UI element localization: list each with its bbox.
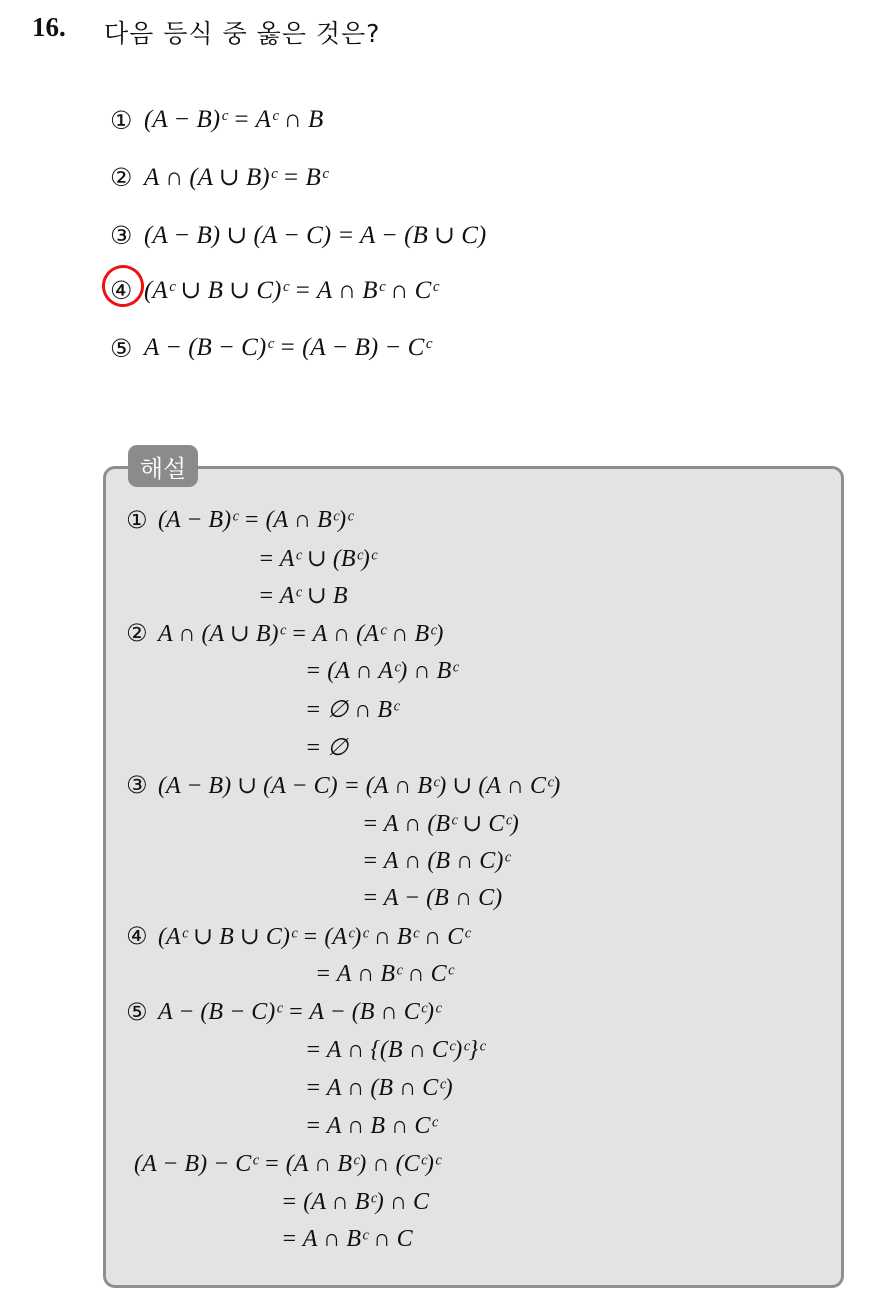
solution-line <box>281 1185 429 1219</box>
solution-expression: = A − (B ∩ C) <box>362 884 503 911</box>
solution-expression: (A − B)ᶜ = (A ∩ Bᶜ)ᶜ <box>158 506 353 533</box>
solution-expression: (A − B) − Cᶜ = (A ∩ Bᶜ) ∩ (Cᶜ)ᶜ <box>134 1150 441 1177</box>
solution-expression: = A ∩ (B ∩ C)ᶜ <box>362 847 510 874</box>
solution-expression: = A ∩ (B ∩ Cᶜ) <box>305 1074 453 1101</box>
choice-4[interactable] <box>110 274 438 306</box>
solution-number: ① <box>126 506 148 534</box>
solution-line <box>126 616 443 650</box>
solution-line <box>362 844 510 878</box>
solution-expression: (A − B) ∪ (A − C) = (A ∩ Bᶜ) ∪ (A ∩ Cᶜ) <box>158 772 561 799</box>
choice-3[interactable] <box>110 219 486 251</box>
choice-expression: (A − B)ᶜ = Aᶜ ∩ B <box>144 106 324 133</box>
choice-2[interactable] <box>110 161 327 193</box>
solution-line <box>258 541 376 575</box>
solution-line <box>362 806 519 840</box>
solution-expression: = (A ∩ Bᶜ) ∩ C <box>281 1188 430 1215</box>
solution-line <box>281 1222 413 1256</box>
choice-1[interactable] <box>110 104 323 136</box>
solution-number: ④ <box>126 922 148 950</box>
solution-line <box>305 692 398 726</box>
solution-expression: = A ∩ Bᶜ ∩ C <box>281 1225 413 1252</box>
solution-line <box>315 957 453 991</box>
solution-line <box>134 1147 440 1181</box>
solution-line <box>305 1109 437 1143</box>
solution-number: ③ <box>126 771 148 799</box>
solution-line <box>305 1033 484 1067</box>
solution-expression: = A ∩ Bᶜ ∩ Cᶜ <box>315 960 453 987</box>
solution-line <box>305 654 458 688</box>
question-text: 다음 등식 중 옳은 것은? <box>104 19 381 48</box>
solution-line <box>305 1071 453 1105</box>
solution-line <box>126 768 560 802</box>
solution-line <box>258 578 348 612</box>
solution-expression: = ∅ ∩ Bᶜ <box>305 696 399 723</box>
solution-line <box>126 503 352 537</box>
question-number: 16. <box>32 12 66 42</box>
choice-expression: A ∩ (A ∪ B)ᶜ = Bᶜ <box>144 164 328 191</box>
solution-expression: = (A ∩ Aᶜ) ∩ Bᶜ <box>305 657 458 684</box>
solution-expression: = A ∩ B ∩ Cᶜ <box>305 1112 437 1139</box>
solution-expression: = Aᶜ ∪ B <box>258 582 348 609</box>
solution-number: ⑤ <box>126 998 148 1026</box>
solution-line <box>126 995 440 1029</box>
choice-expression: (Aᶜ ∪ B ∪ C)ᶜ = A ∩ Bᶜ ∩ Cᶜ <box>144 277 438 304</box>
solution-expression: = A ∩ (Bᶜ ∪ Cᶜ) <box>362 810 519 837</box>
solution-label: 해설 <box>128 445 198 487</box>
solution-expression: = Aᶜ ∪ (Bᶜ)ᶜ <box>258 545 377 572</box>
solution-expression: = A ∩ {(B ∩ Cᶜ)ᶜ}ᶜ <box>305 1036 485 1063</box>
solution-line <box>126 919 470 953</box>
choice-number: ② <box>110 162 133 192</box>
solution-expression: A − (B − C)ᶜ = A − (B ∩ Cᶜ)ᶜ <box>158 998 441 1025</box>
solution-expression: A ∩ (A ∪ B)ᶜ = A ∩ (Aᶜ ∩ Bᶜ) <box>158 620 444 647</box>
choice-number: ③ <box>110 220 133 250</box>
choice-expression: (A − B) ∪ (A − C) = A − (B ∪ C) <box>144 222 487 249</box>
choice-number: ⑤ <box>110 333 133 363</box>
solution-line <box>362 881 502 915</box>
solution-expression: = ∅ <box>305 734 349 761</box>
solution-line <box>305 730 348 764</box>
solution-number: ② <box>126 619 148 647</box>
choice-5[interactable] <box>110 332 431 364</box>
choice-number: ④ <box>110 275 133 305</box>
solution-expression: (Aᶜ ∪ B ∪ C)ᶜ = (Aᶜ)ᶜ ∩ Bᶜ ∩ Cᶜ <box>158 923 470 950</box>
choice-number: ① <box>110 105 133 135</box>
choice-expression: A − (B − C)ᶜ = (A − B) − Cᶜ <box>144 334 431 361</box>
